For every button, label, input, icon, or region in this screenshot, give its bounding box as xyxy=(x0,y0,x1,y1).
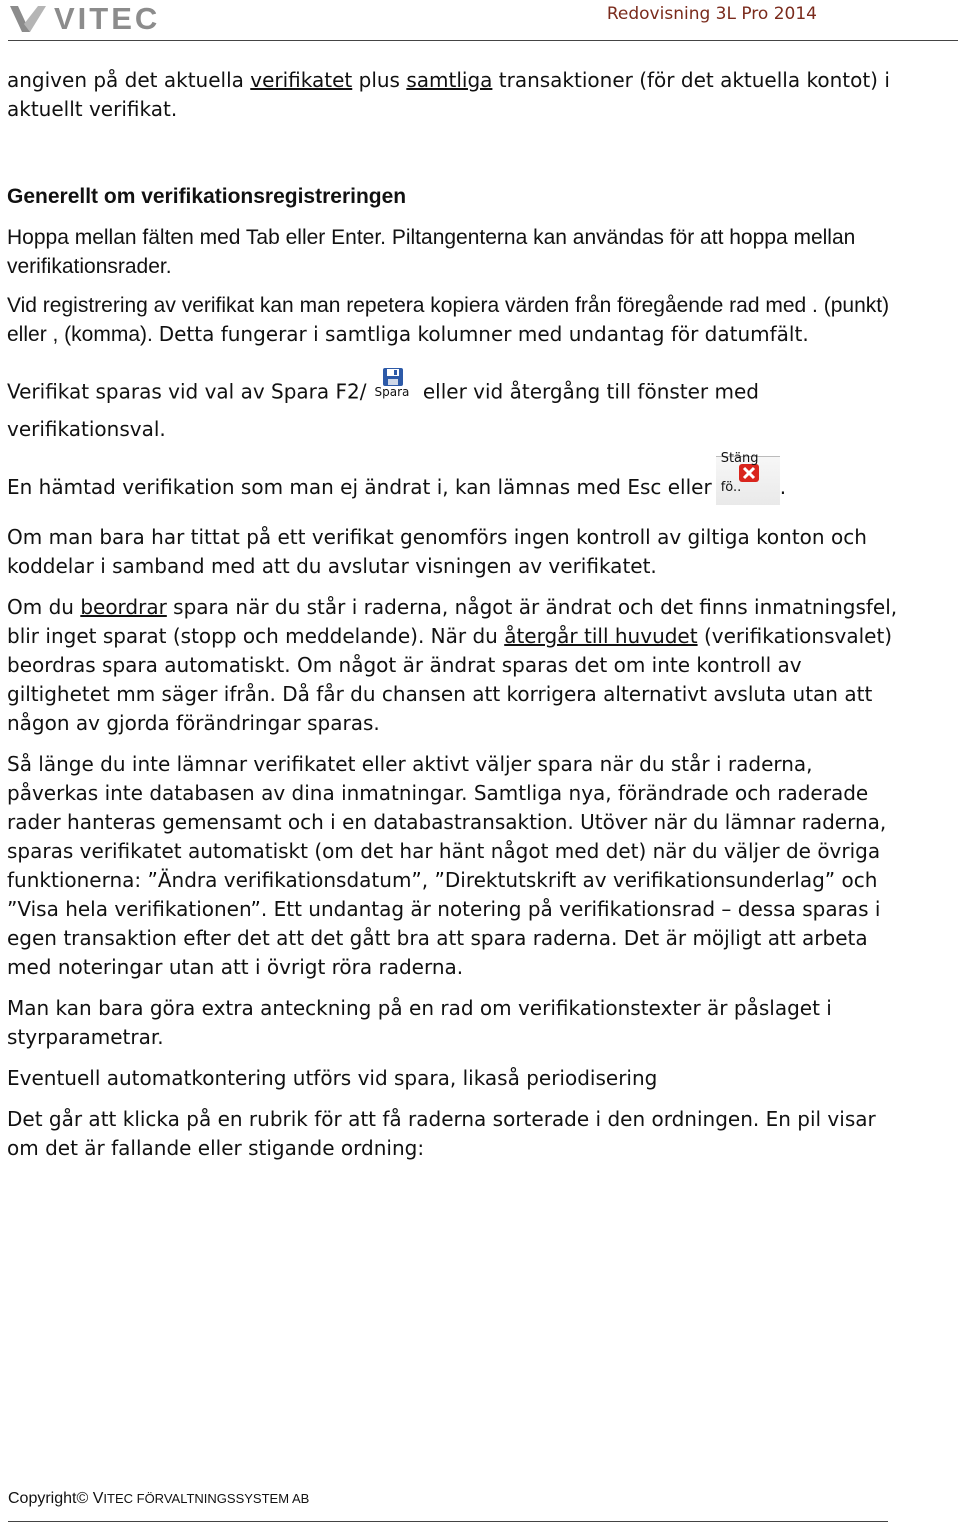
stang-button-label: Stäng fö.. xyxy=(720,451,759,495)
link-atergar-till-huvudet[interactable]: återgår till huvudet xyxy=(504,624,698,648)
vitec-logo xyxy=(8,2,160,36)
text: Om du xyxy=(7,595,81,619)
text: En hämtad verifikation som man ej ändrat i, kan lämnas med Esc eller xyxy=(7,475,712,499)
paragraph: Det går att klicka på en rubrik för att få raderna sorterade i den ordningen. En pil visar om det är fallande eller stigande ordning: xyxy=(7,1107,876,1160)
link-verifikatet[interactable]: verifikatet xyxy=(250,68,353,92)
vitec-logo-icon xyxy=(8,2,48,36)
paragraph xyxy=(7,66,907,124)
link-beordrar[interactable]: beordrar xyxy=(80,595,167,619)
copyright-text: Copyright xyxy=(8,1490,77,1507)
text: plus xyxy=(352,68,407,92)
text: spara när du står i raderna, något är ändrat och det finns inmatningsfel, blir inget sparat (stopp och meddelande). När du xyxy=(7,595,898,648)
link-samtliga[interactable]: samtliga xyxy=(406,68,493,92)
text: . xyxy=(779,475,787,499)
text: transaktioner (för det aktuella kontot) i aktuellt verifikat. xyxy=(7,68,890,121)
page-header xyxy=(0,0,960,44)
paragraph xyxy=(7,371,907,444)
paragraph xyxy=(7,451,907,513)
footer xyxy=(8,1490,309,1508)
text: angiven på det aktuella xyxy=(7,68,251,92)
paragraph xyxy=(7,593,907,738)
header-divider xyxy=(8,40,958,41)
text: Vid registrering av verifikat kan man repetera kopiera värden från föregående rad med . (punkt) eller , (komma). xyxy=(7,294,890,346)
document-body xyxy=(7,66,907,1163)
company-name: ITEC FÖRVALTNINGSSYSTEM AB xyxy=(103,1491,310,1506)
paragraph: Man kan bara göra extra anteckning på en rad om verifikationstexter är påslaget i styrparametrar. xyxy=(7,996,832,1049)
paragraph: Hoppa mellan fälten med Tab eller Enter. Piltangenterna kan användas för att hoppa mellan verifikationsrader. xyxy=(7,226,856,278)
company-initial: V xyxy=(88,1490,104,1507)
text: eller vid återgång till fönster med verifikationsval. xyxy=(7,379,759,441)
text: Verifikat sparas vid val av Spara F2/ xyxy=(7,379,367,404)
section-heading: Generellt om verifikationsregistreringen xyxy=(7,185,407,208)
paragraph xyxy=(7,291,907,349)
stang-button[interactable] xyxy=(716,451,780,505)
document-title: Redovisning 3L Pro 2014 xyxy=(606,4,817,24)
footer-divider xyxy=(8,1521,888,1522)
paragraph: Eventuell automatkontering utförs vid spara, likaså periodisering xyxy=(7,1066,658,1090)
copyright-icon: © xyxy=(76,1490,89,1507)
spara-button[interactable] xyxy=(372,365,412,409)
spara-button-label: Spara xyxy=(374,385,410,399)
logo-text: VITEC xyxy=(54,1,161,36)
text: Detta fungerar i samtliga kolumner med undantag för datumfält. xyxy=(158,322,809,346)
text: (verifikationsvalet) beordras spara automatiskt. Om något är ändrat sparas det om inte kontroll av giltighetet mm säger ifrån. Då får du chansen att korrigera alternativt avsluta utan att någon av gjorda förändringar sparas. xyxy=(7,624,893,735)
paragraph: Om man bara har tittat på ett verifikat genomförs ingen kontroll av giltiga konton och koddelar i samband med att du avslutar visningen av verifikatet. xyxy=(7,525,867,578)
paragraph: Så länge du inte lämnar verifikatet eller aktivt väljer spara när du står i raderna, påverkas inte databasen av dina inmatningar. Samtliga nya, förändrade och raderade rader hanteras gemensamt och i en databastransaktion. Utöver när du lämnar raderna, sparas verifikatet automatiskt (om det har hänt något med det) när du väljer de övriga funktionerna: ”Ändra verifikationsdatum”, ”Direktutskrift av verifikationsunderlag” och ”Visa hela verifikationen”. Ett undantag är notering på verifikationsrad – dessa sparas i egen transaktion efter det att det gått bra att spara raderna. Det är möjligt att arbeta med noteringar utan att i övrigt röra raderna. xyxy=(7,752,887,979)
